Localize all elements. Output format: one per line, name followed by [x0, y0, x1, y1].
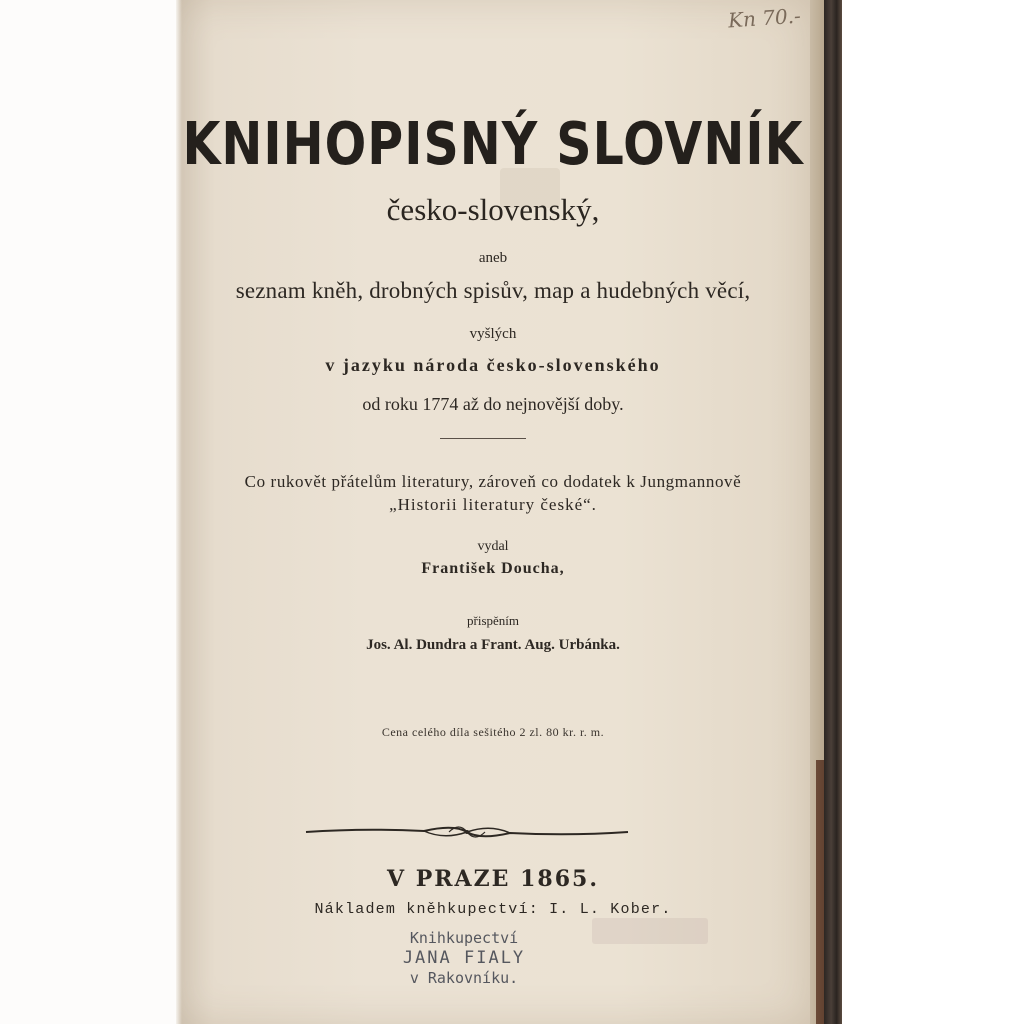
book-spine — [824, 0, 842, 1024]
conjunction-text: aneb — [478, 250, 508, 266]
handwritten-note: Kn 70.- — [727, 3, 802, 33]
book-title: KNIHOPISNÝ SLOVNÍK — [182, 110, 804, 179]
contributors-names: Jos. Al. Dundra a Frant. Aug. Urbánka. — [366, 637, 620, 653]
book-subtitle: česko-slovenský, — [386, 192, 600, 227]
description-text: seznam kněh, drobných spisův, map a hudebných věcí, — [235, 278, 751, 303]
separator-rule — [440, 438, 526, 439]
binding-background — [824, 0, 1024, 1024]
title-page-text — [176, 0, 810, 1024]
published-text: vyšlých — [469, 326, 517, 342]
edited-by-label: vydal — [477, 539, 509, 554]
bookseller-stamp — [402, 928, 526, 1004]
imprint-place-year: V PRAZE 1865. — [386, 866, 599, 892]
price-line: Cena celého díla sešitého 2 zl. 80 kr. r. m. — [381, 725, 605, 739]
period-line: od roku 1774 až do nejnovější doby. — [362, 394, 624, 414]
purpose-line-2: „Historii literatury české“. — [389, 495, 597, 514]
stamp-line-2: JANA FIALY — [402, 948, 526, 968]
contribution-label: přispěním — [467, 613, 519, 628]
publisher-line: Nákladem kněhkupectví: I. L. Kober. — [314, 901, 672, 918]
language-line: v jazyku národa česko-slovenského — [325, 355, 661, 375]
ornamental-divider — [304, 820, 630, 844]
purpose-line-1: Co rukovět přátelům literatury, zároveň co dodatek k Jungmannově — [244, 472, 742, 491]
author-name: František Doucha, — [421, 560, 565, 577]
stamp-line-1: Knihkupectví — [409, 929, 519, 947]
stamp-line-3: v Rakovníku. — [409, 969, 519, 987]
